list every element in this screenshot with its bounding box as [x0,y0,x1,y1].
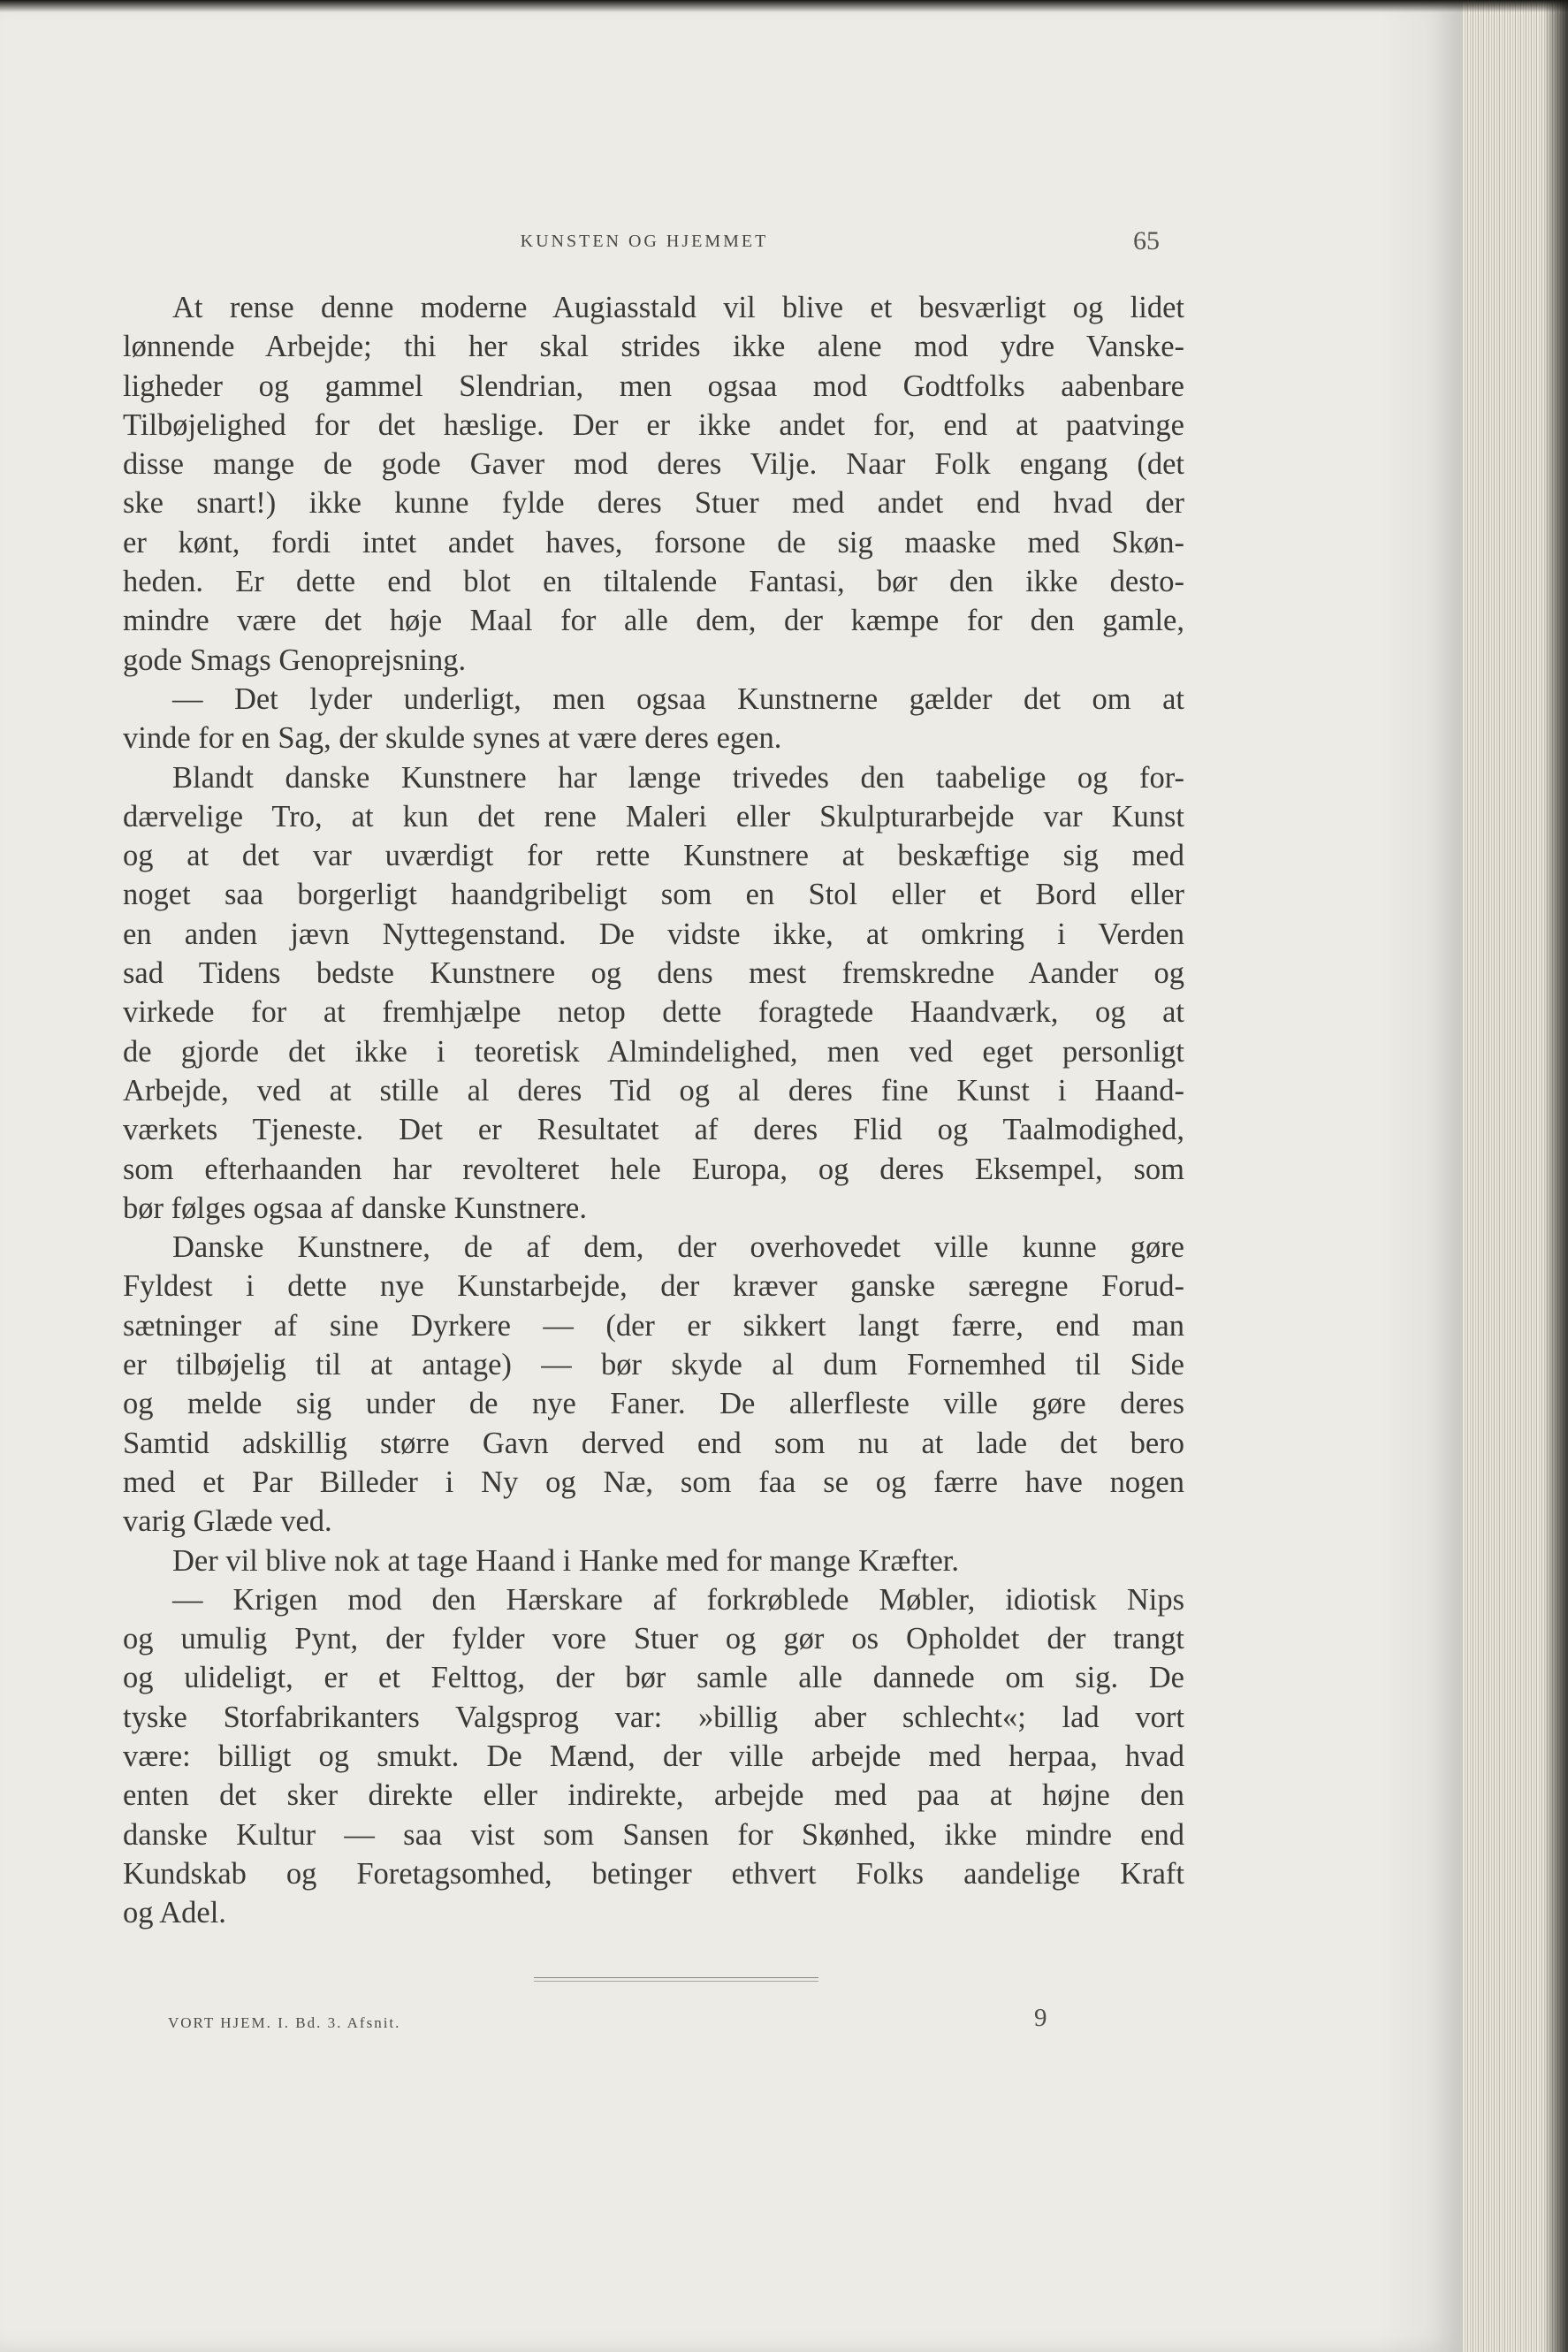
page-number: 65 [1133,226,1160,255]
text-line: være: billigt og smukt. De Mænd, der ville arbejde med herpaa, hvad [123,1739,1184,1773]
text-line: danske Kultur — saa vist som Sansen for Skønhed, ikke mindre end [123,1817,1184,1852]
text-line: Fyldest i dette nye Kunstarbejde, der kræver ganske særegne Forud- [123,1269,1184,1304]
text-line: heden. Er dette end blot en tiltalende Fantasi, bør den ikke desto- [123,565,1184,599]
text-line: disse mange de gode Gaver mod deres Vilje. Naar Folk engang (det [123,447,1184,482]
printer-signature: VORT HJEM. I. Bd. 3. Afsnit. [168,2014,401,2031]
text-line: enten det sker direkte eller indirekte, arbejde med paa at højne den [123,1778,1184,1813]
text-line: Blandt danske Kunstnere har længe trivedes den taabelige og for- [172,760,1184,795]
text-line: Kundskab og Foretagsomhed, betinger ethvert Folks aandelige Kraft [123,1856,1184,1891]
text-line: og ulideligt, er et Felttog, der bør samle alle dannede om sig. De [123,1661,1184,1695]
text-line: de gjorde det ikke i teoretisk Almindelighed, men ved eget personligt [123,1034,1184,1069]
text-line: gode Smags Genoprejsning. [123,643,467,677]
text-line: vinde for en Sag, der skulde synes at være deres egen. [123,721,782,756]
text-line: og umulig Pynt, der fylder vore Stuer og gør os Opholdet der trangt [123,1622,1184,1656]
body-text [123,288,1184,1932]
text-line: Danske Kunstnere, de af dem, der overhovedet ville kunne gøre [172,1230,1184,1265]
text-line: værkets Tjeneste. Det er Resultatet af deres Flid og Taalmodighed, [123,1113,1184,1147]
text-line: noget saa borgerligt haandgribeligt som en Stol eller et Bord eller [123,878,1184,912]
text-line: er kønt, fordi intet andet haves, forsone de sig maaske med Skøn- [123,525,1184,559]
scan-top-edge [0,0,1568,12]
text-line: Tilbøjelighed for det hæslige. Der er ikke andet for, end at paatvinge [123,407,1184,442]
closing-rule [534,1977,818,1978]
text-line: og Adel. [123,1896,226,1930]
text-line: sætninger af sine Dyrkere — (der er sikkert langt færre, end man [123,1308,1184,1343]
text-line: ske snart!) ikke kunne fylde deres Stuer med andet end hvad der [123,486,1184,521]
text-line: dærvelige Tro, at kun det rene Maleri eller Skulpturarbejde var Kunst [123,799,1184,833]
text-line: med et Par Billeder i Ny og Næ, som faa se og færre have nogen [123,1465,1184,1499]
text-line: varig Glæde ved. [123,1504,332,1539]
text-line: og melde sig under de nye Faner. De allerfleste ville gøre deres [123,1387,1184,1421]
text-line: en anden jævn Nyttegenstand. De vidste ikke, at omkring i Verden [123,917,1184,951]
text-line: virkede for at fremhjælpe netop dette foragtede Haandværk, og at [123,995,1184,1030]
text-line: tyske Storfabrikanters Valgsprog var: »billig aber schlecht«; lad vort [123,1700,1184,1734]
text-line: lønnende Arbejde; thi her skal strides ikke alene mod ydre Vanske- [123,330,1184,364]
text-line: Der vil blive nok at tage Haand i Hanke med for mange Kræfter. [172,1543,959,1578]
running-title: KUNSTEN OG HJEMMET [520,232,769,251]
text-line: — Krigen mod den Hærskare af forkrøblede Møbler, idiotisk Nips [172,1582,1184,1617]
text-line: som efterhaanden har revolteret hele Europa, og deres Eksempel, som [123,1152,1184,1186]
text-line: — Det lyder underligt, men ogsaa Kunstnerne gælder det om at [172,681,1184,716]
text-line: mindre være det høje Maal for alle dem, der kæmpe for den gamle, [123,604,1184,638]
text-line: Samtid adskillig større Gavn derved end som nu at lade det bero [123,1426,1184,1460]
text-line: Arbejde, ved at stille al deres Tid og al deres fine Kunst i Haand- [123,1073,1184,1107]
text-line: At rense denne moderne Augiasstald vil blive et besværligt og lidet [172,291,1184,324]
text-line: sad Tidens bedste Kunstnere og dens mest fremskredne Aander og [123,956,1184,991]
text-line: er tilbøjelig til at antage) — bør skyde al dum Fornemhed til Side [123,1348,1184,1382]
sheet-number: 9 [1034,2004,1047,2032]
text-line: ligheder og gammel Slendrian, men ogsaa mod Godtfolks aabenbare [123,369,1184,403]
page-edges [1463,0,1568,2352]
text-line: og at det var uværdigt for rette Kunstnere at beskæftige sig med [123,839,1184,873]
spine-shadow [1379,0,1463,2352]
text-line: bør følges ogsaa af danske Kunstnere. [123,1191,587,1225]
